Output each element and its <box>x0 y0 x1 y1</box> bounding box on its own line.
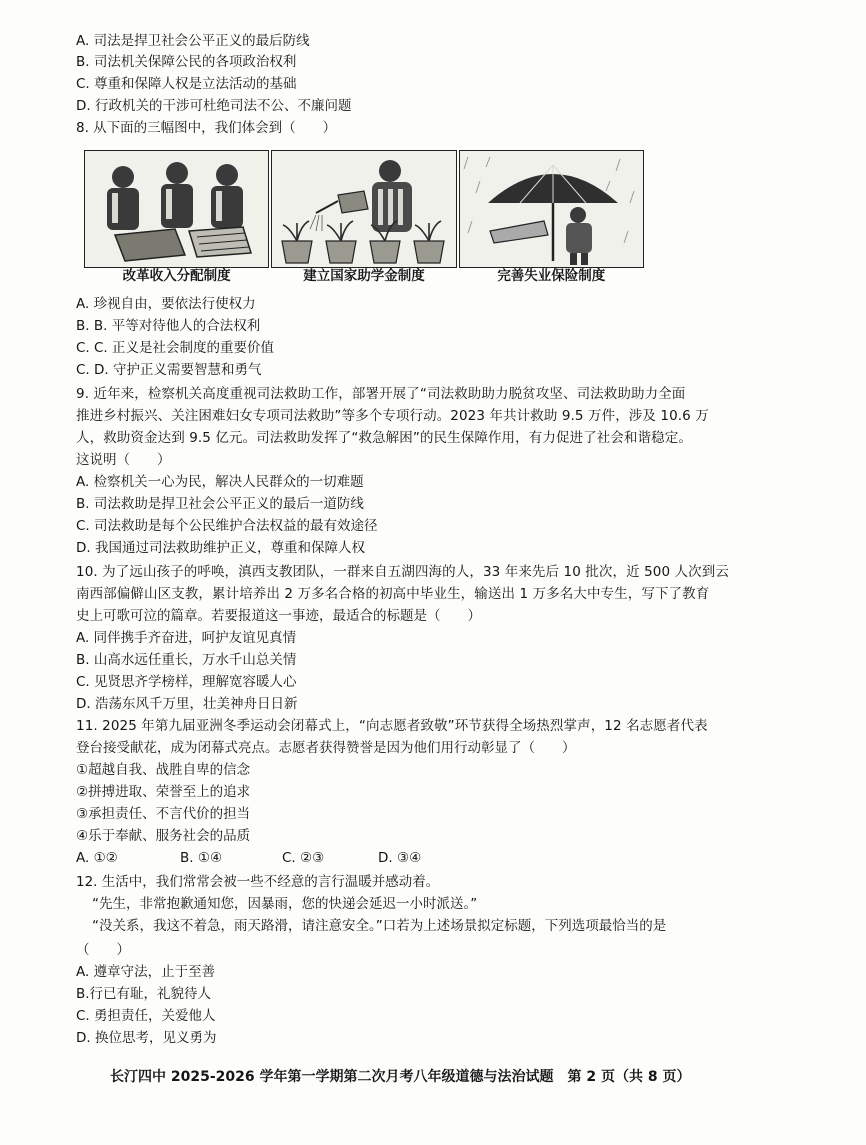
q10-option-a: A. 同伴携手齐奋进，呵护友谊见真情 <box>76 630 297 646</box>
q9-stem-line-4: 这说明（ ） <box>76 452 171 468</box>
q12-dialog-1: “先生，非常抱歉通知您，因暴雨，您的快递会延迟一小时派送。” <box>92 896 478 912</box>
q12-answer-paren: （ ） <box>76 942 130 958</box>
q9-option-c: C. 司法救助是每个公民维护合法权益的最有效途径 <box>76 518 378 534</box>
q9-stem-line-1: 9. 近年来，检察机关高度重视司法救助工作，部署开展了“司法救助助力脱贫攻坚、司法救助助力全面 <box>76 386 686 402</box>
q11-stem-line-2: 登台接受献花，成为闭幕式亮点。志愿者获得赞誉是因为他们用行动彰显了（ ） <box>76 740 576 756</box>
q7-option-d: D. 行政机关的干涉可杜绝司法不公、不廉问题 <box>76 98 352 114</box>
q12-stem: 12. 生活中，我们常常会被一些不经意的言行温暖并感动着。 <box>76 874 440 890</box>
q8-option-c: C. C. 正义是社会制度的重要价值 <box>76 340 275 356</box>
q10-stem-line-2: 南西部偏僻山区支教，累计培养出 2 万多名合格的初高中毕业生，输送出 1 万多名大中专生，写下了教育 <box>76 586 710 602</box>
q8-captions <box>84 266 644 288</box>
q11-choice-b: B. ①④ <box>180 850 223 866</box>
q12-option-a: A. 遵章守法，止于至善 <box>76 964 216 980</box>
q7-option-a: A. 司法是捍卫社会公平正义的最后防线 <box>76 33 310 49</box>
q12-option-b: B.行已有耻，礼貌待人 <box>76 986 212 1002</box>
q10-option-c: C. 见贤思齐学榜样，理解宽容暖人心 <box>76 674 297 690</box>
q7-option-b: B. 司法机关保障公民的各项政治权利 <box>76 54 297 70</box>
q11-choice-d: D. ③④ <box>378 850 422 866</box>
q7-option-c: C. 尊重和保障人权是立法活动的基础 <box>76 76 297 92</box>
unemployment-insurance-illustration <box>459 150 644 268</box>
q9-option-a: A. 检察机关一心为民，解决人民群众的一切难题 <box>76 474 364 490</box>
q12-dialog-2: “没关系，我这不着急，雨天路滑，请注意安全。”口若为上述场景拟定标题，下列选项最恰当的是 <box>92 918 667 934</box>
q8-stem: 8. 从下面的三幅图中，我们体会到（ ） <box>76 120 337 136</box>
q10-stem-line-1: 10. 为了远山孩子的呼唤，滇西支教团队，一群来自五湖四海的人，33 年来先后 10 批次，近 500 人次到云 <box>76 564 729 580</box>
q9-option-d: D. 我国通过司法救助维护正义，尊重和保障人权 <box>76 540 365 556</box>
q9-option-b: B. 司法救助是捍卫社会公平正义的最后一道防线 <box>76 496 364 512</box>
q9-stem-line-3: 人，救助资金达到 9.5 亿元。司法救助发挥了“救急解困”的民生保障作用，有力促进了社会和谐稳定。 <box>76 430 692 446</box>
caption-income-distribution: 改革收入分配制度 <box>122 268 231 284</box>
caption-unemployment-insurance: 完善失业保险制度 <box>497 268 606 284</box>
q11-item-2: ②拼搏进取、荣誉至上的追求 <box>76 784 251 800</box>
q8-option-b: B. B. 平等对待他人的合法权利 <box>76 318 261 334</box>
student-aid-illustration <box>271 150 456 268</box>
q9-stem-line-2: 推进乡村振兴、关注困难妇女专项司法救助”等多个专项行动。2023 年共计救助 9.5 万件，涉及 10.6 万 <box>76 408 709 424</box>
q11-item-1: ①超越自我、战胜自卑的信念 <box>76 762 251 778</box>
q8-option-a: A. 珍视自由，要依法行使权力 <box>76 296 256 312</box>
q10-option-d: D. 浩荡东风千万里，壮美神舟日日新 <box>76 696 298 712</box>
q10-stem-line-3: 史上可歌可泣的篇章。若要报道这一事迹，最适合的标题是（ ） <box>76 608 481 624</box>
q8-option-d: C. D. 守护正义需要智慧和勇气 <box>76 362 262 378</box>
caption-student-aid: 建立国家助学金制度 <box>303 268 425 284</box>
q10-option-b: B. 山高水远任重长，万水千山总关情 <box>76 652 297 668</box>
q11-choice-c: C. ②③ <box>282 850 325 866</box>
q11-stem-line-1: 11. 2025 年第九届亚洲冬季运动会闭幕式上，“向志愿者致敬”环节获得全场热烈掌声，12 名志愿者代表 <box>76 718 708 734</box>
income-distribution-illustration <box>84 150 269 268</box>
page-footer: 长汀四中 2025-2026 学年第一学期第二次月考八年级道德与法治试题 第 2 页（共 8 页） <box>110 1069 691 1085</box>
q8-illustrations <box>84 150 644 268</box>
q12-option-c: C. 勇担责任，关爱他人 <box>76 1008 216 1024</box>
q12-option-d: D. 换位思考，见义勇为 <box>76 1030 217 1046</box>
q11-choice-a: A. ①② <box>76 850 118 866</box>
q11-item-3: ③承担责任、不言代价的担当 <box>76 806 251 822</box>
q11-item-4: ④乐于奉献、服务社会的品质 <box>76 828 251 844</box>
